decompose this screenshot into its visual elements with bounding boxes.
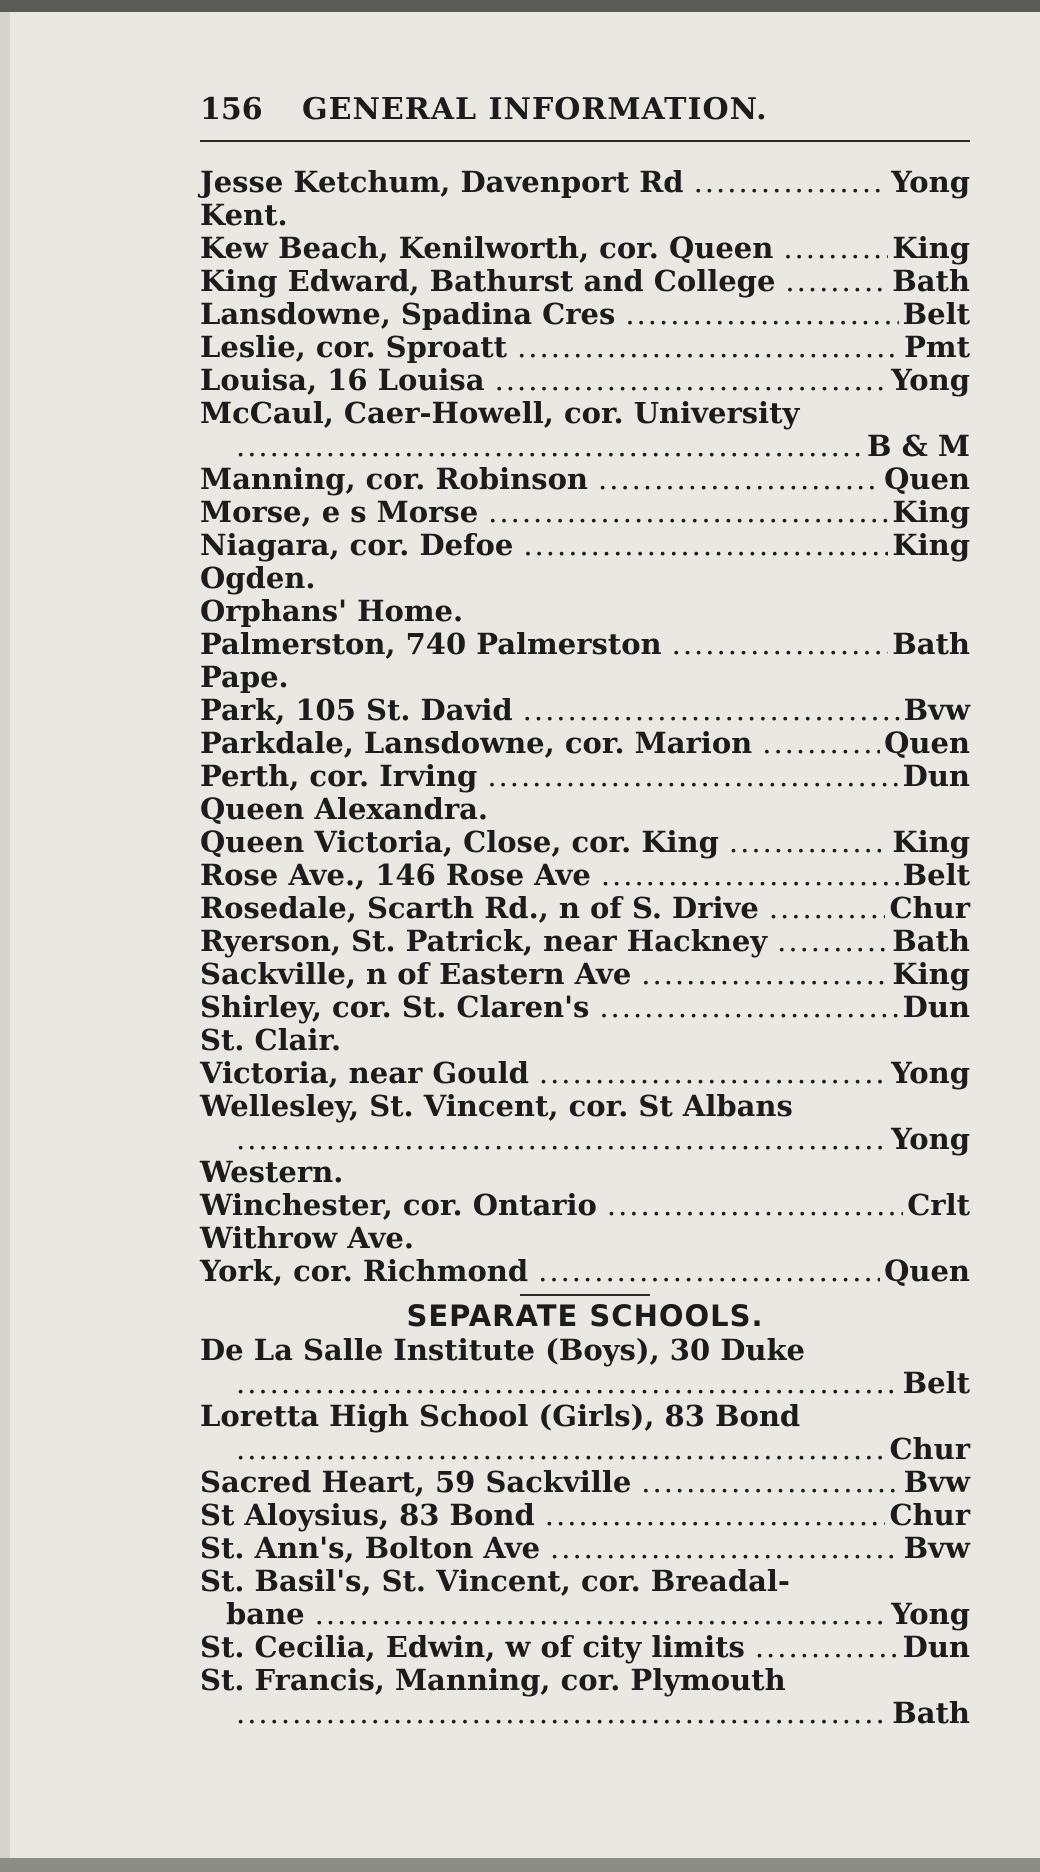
dot-leader xyxy=(538,1255,880,1288)
district-code: Belt xyxy=(902,858,970,892)
dot-leader xyxy=(694,166,888,199)
dot-leader xyxy=(236,1367,899,1400)
school-entry xyxy=(200,1697,970,1730)
school-entry xyxy=(200,1433,970,1466)
district-code: Yong xyxy=(891,1597,970,1631)
school-entry xyxy=(200,991,970,1024)
dot-leader xyxy=(783,232,888,265)
school-entry xyxy=(200,1255,970,1288)
running-head: GENERAL INFORMATION. xyxy=(302,92,768,127)
district-code: Bath xyxy=(892,1696,970,1730)
district-code: Chur xyxy=(889,1432,970,1466)
dot-leader xyxy=(641,1466,899,1499)
school-name: Shirley, cor. St. Claren's xyxy=(200,990,590,1024)
district-code: Yong xyxy=(891,1056,970,1090)
school-entry xyxy=(200,1466,970,1499)
dot-leader xyxy=(236,1123,887,1156)
school-entry xyxy=(200,166,970,199)
school-name: Leslie, cor. Sproatt xyxy=(200,330,508,364)
school-name: St. Clair. xyxy=(200,1023,342,1057)
school-name: Parkdale, Lansdowne, cor. Marion xyxy=(200,726,753,760)
school-name: Rosedale, Scarth Rd., n of S. Drive xyxy=(200,891,759,925)
school-entry xyxy=(200,562,970,595)
school-name: Manning, cor. Robinson xyxy=(200,462,589,496)
school-name: St. Francis, Manning, cor. Plymouth xyxy=(200,1663,786,1697)
district-code: Belt xyxy=(902,297,970,331)
district-code: Bath xyxy=(892,264,970,298)
school-entry xyxy=(200,826,970,859)
school-name: Kent. xyxy=(200,198,288,232)
school-entry xyxy=(200,1565,970,1598)
dot-leader xyxy=(545,1499,886,1532)
district-code: Crlt xyxy=(907,1188,970,1222)
school-entry xyxy=(200,1631,970,1664)
district-code: King xyxy=(892,825,970,859)
school-name: Rose Ave., 146 Rose Ave xyxy=(200,858,591,892)
school-name: Park, 105 St. David xyxy=(200,693,513,727)
school-entry xyxy=(200,859,970,892)
school-name: Winchester, cor. Ontario xyxy=(200,1188,597,1222)
dot-leader xyxy=(523,694,900,727)
dot-leader xyxy=(523,529,888,562)
school-entry xyxy=(200,1532,970,1565)
school-entry xyxy=(200,661,970,694)
district-code: Dun xyxy=(902,990,970,1024)
school-name: St Aloysius, 83 Bond xyxy=(200,1498,535,1532)
school-entry xyxy=(200,1090,970,1123)
page-number: 156 xyxy=(200,92,263,127)
district-code: Bvw xyxy=(903,1531,970,1565)
school-entry xyxy=(200,727,970,760)
school-name: Withrow Ave. xyxy=(200,1221,414,1255)
school-name: St. Ann's, Bolton Ave xyxy=(200,1531,541,1565)
school-entry xyxy=(200,1156,970,1189)
school-entry xyxy=(200,1024,970,1057)
school-name: King Edward, Bathurst and College xyxy=(200,264,776,298)
school-name: Palmerston, 740 Palmerston xyxy=(200,627,662,661)
district-code: Yong xyxy=(891,165,970,199)
school-entry xyxy=(200,760,970,793)
school-name: Western. xyxy=(200,1155,344,1189)
school-entry xyxy=(200,1334,970,1367)
district-code: Chur xyxy=(889,1498,970,1532)
school-name: Niagara, cor. Defoe xyxy=(200,528,514,562)
district-code: King xyxy=(892,528,970,562)
school-entry xyxy=(200,1189,970,1222)
school-entry xyxy=(200,397,970,430)
school-name: McCaul, Caer-Howell, cor. University xyxy=(200,396,800,430)
dot-leader xyxy=(607,1189,903,1222)
district-code: King xyxy=(892,231,970,265)
school-name: Perth, cor. Irving xyxy=(200,759,478,793)
dot-leader xyxy=(672,628,889,661)
school-entry xyxy=(200,331,970,364)
dot-leader xyxy=(550,1532,900,1565)
district-code: Belt xyxy=(902,1366,970,1400)
dot-leader xyxy=(236,1697,888,1730)
district-code: Yong xyxy=(891,1122,970,1156)
school-entry xyxy=(200,463,970,496)
school-name: Pape. xyxy=(200,660,289,694)
school-entry xyxy=(200,364,970,397)
section-divider xyxy=(520,1294,650,1296)
dot-leader xyxy=(777,925,888,958)
school-name: Loretta High School (Girls), 83 Bond xyxy=(200,1399,801,1433)
dot-leader xyxy=(487,760,898,793)
school-entry xyxy=(200,958,970,991)
district-code: Quen xyxy=(884,726,970,760)
page-bottom-edge xyxy=(0,1858,1040,1872)
school-entry xyxy=(200,298,970,331)
school-name: Queen Victoria, Close, cor. King xyxy=(200,825,719,859)
school-entry xyxy=(200,232,970,265)
school-name: St. Basil's, St. Vincent, cor. Breadal- xyxy=(200,1564,790,1598)
page-top-edge xyxy=(0,0,1040,12)
district-code: Pmt xyxy=(904,330,970,364)
dot-leader xyxy=(236,1433,885,1466)
school-name: Orphans' Home. xyxy=(200,594,464,628)
district-code: Bath xyxy=(892,627,970,661)
district-code: B & M xyxy=(867,429,970,463)
school-name: Morse, e s Morse xyxy=(200,495,479,529)
dot-leader xyxy=(641,958,888,991)
school-name: York, cor. Richmond xyxy=(200,1254,529,1288)
school-name: Queen Alexandra. xyxy=(200,792,489,826)
district-code: Dun xyxy=(902,1630,970,1664)
school-entry xyxy=(200,1664,970,1697)
dot-leader xyxy=(729,826,888,859)
dot-leader xyxy=(601,859,899,892)
separate-schools-list xyxy=(200,1334,970,1730)
dot-leader xyxy=(517,331,900,364)
school-entry xyxy=(200,793,970,826)
school-entry xyxy=(200,265,970,298)
dot-leader xyxy=(599,991,898,1024)
dot-leader xyxy=(769,892,886,925)
school-entry xyxy=(200,595,970,628)
school-entry xyxy=(200,628,970,661)
school-name: Kew Beach, Kenilworth, cor. Queen xyxy=(200,231,774,265)
school-entry xyxy=(200,1367,970,1400)
dot-leader xyxy=(598,463,880,496)
dot-leader xyxy=(785,265,888,298)
district-code: Dun xyxy=(902,759,970,793)
school-entry xyxy=(200,892,970,925)
school-name: Jesse Ketchum, Davenport Rd xyxy=(200,165,684,199)
district-code: Quen xyxy=(884,462,970,496)
school-entry xyxy=(200,1400,970,1433)
school-entry xyxy=(200,694,970,727)
school-name: Victoria, near Gould xyxy=(200,1056,529,1090)
page-left-shadow xyxy=(0,12,10,1858)
school-entry xyxy=(200,1123,970,1156)
district-code: King xyxy=(892,957,970,991)
dot-leader xyxy=(315,1598,888,1631)
school-name: Sacred Heart, 59 Sackville xyxy=(200,1465,632,1499)
school-name: Lansdowne, Spadina Cres xyxy=(200,297,616,331)
school-entry xyxy=(200,430,970,463)
page-header xyxy=(200,92,970,142)
district-code: Bvw xyxy=(903,1465,970,1499)
district-code: Bvw xyxy=(903,693,970,727)
district-code: King xyxy=(892,495,970,529)
school-name: De La Salle Institute (Boys), 30 Duke xyxy=(200,1333,805,1367)
school-entry xyxy=(200,1499,970,1532)
school-name: Wellesley, St. Vincent, cor. St Albans xyxy=(200,1089,793,1123)
school-entry xyxy=(200,496,970,529)
dot-leader xyxy=(495,364,888,397)
book-page xyxy=(200,92,970,1730)
separate-schools-heading: SEPARATE SCHOOLS. xyxy=(406,1299,764,1333)
school-name: Ogden. xyxy=(200,561,316,595)
school-name: bane xyxy=(226,1597,305,1631)
dot-leader xyxy=(539,1057,887,1090)
district-code: Quen xyxy=(884,1254,970,1288)
school-name: Sackville, n of Eastern Ave xyxy=(200,957,632,991)
school-name: St. Cecilia, Edwin, w of city limits xyxy=(200,1630,745,1664)
district-code: Bath xyxy=(892,924,970,958)
school-entry xyxy=(200,1222,970,1255)
dot-leader xyxy=(625,298,898,331)
school-name: Louisa, 16 Louisa xyxy=(200,363,485,397)
school-name: Ryerson, St. Patrick, near Hackney xyxy=(200,924,768,958)
school-entry xyxy=(200,529,970,562)
district-code: Yong xyxy=(891,363,970,397)
public-schools-list xyxy=(200,166,970,1288)
school-entry xyxy=(200,925,970,958)
district-code: Chur xyxy=(889,891,970,925)
school-entry xyxy=(200,1598,970,1631)
school-entry xyxy=(200,1057,970,1090)
school-entry xyxy=(200,199,970,232)
dot-leader xyxy=(755,1631,899,1664)
dot-leader xyxy=(762,727,880,760)
dot-leader xyxy=(236,430,863,463)
dot-leader xyxy=(488,496,888,529)
